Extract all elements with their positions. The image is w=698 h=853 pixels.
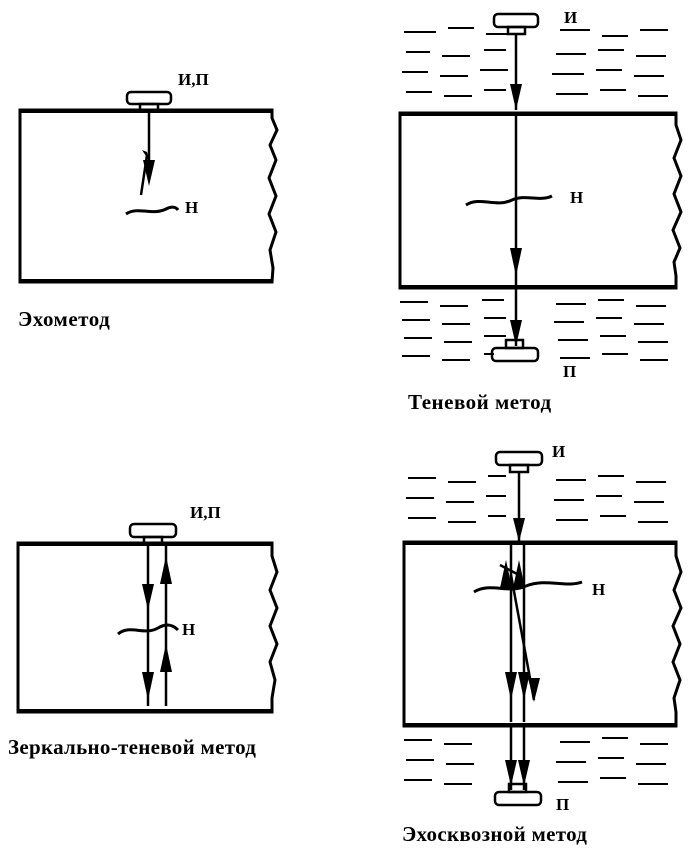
label-receiver-shadow: П [563, 362, 577, 381]
emitter-through [496, 452, 542, 472]
label-emitter-through: И [552, 442, 566, 461]
caption-shadow-method: Теневой метод [408, 390, 552, 414]
label-receiver-through: П [556, 795, 570, 814]
label-transducer-echo: И,П [178, 70, 209, 89]
defect-shadow [466, 196, 552, 205]
beam-arrowhead-3-shadow [510, 320, 522, 346]
water-hatching-bottom-through [404, 738, 668, 784]
specimen-block-shadow [400, 113, 681, 288]
panel-echo-through [404, 452, 681, 805]
caption-mirror-shadow-method: Зеркально-теневой метод [8, 735, 257, 759]
receiver-through [495, 784, 541, 805]
beam-arrowhead-1-shadow [510, 84, 522, 110]
label-defect-mirror: H [182, 620, 196, 639]
defect-through [474, 582, 582, 592]
emitter-shadow [494, 14, 538, 34]
beam-arrowhead-up-2-mirror [160, 644, 172, 672]
beam-arrowhead-down-2-mirror [142, 672, 154, 700]
transducer-echo [127, 92, 171, 111]
panel-mirror-shadow [18, 524, 277, 712]
defect-echo [126, 207, 178, 214]
caption-echo-through-method: Эхосквозной метод [402, 822, 588, 846]
beam-arrowhead-up-1-mirror [160, 556, 172, 584]
label-emitter-shadow: И [564, 8, 578, 27]
beam-arrowhead-exit-1-through [505, 760, 517, 786]
label-transducer-mirror: И,П [190, 503, 221, 522]
label-defect-through: H [592, 580, 606, 599]
beam-arrowhead-down-1-mirror [142, 584, 154, 610]
beam-arrowhead-down-a-through [505, 672, 517, 700]
beam-arrowhead-exit-2-through [518, 760, 530, 786]
water-hatching-top-shadow [402, 28, 668, 96]
water-hatching-top-through [406, 476, 668, 522]
panel-echo [20, 92, 277, 282]
transducer-mirror [130, 524, 176, 544]
label-defect-echo: H [185, 198, 199, 217]
label-defect-shadow: H [570, 188, 584, 207]
beam-arrowhead-2-shadow [510, 248, 522, 276]
caption-echo-method: Эхометод [18, 307, 111, 331]
panel-shadow [400, 14, 681, 361]
specimen-block-through [404, 542, 681, 726]
beam-arrowhead-incident-through [513, 518, 525, 542]
beam-arrowhead-down-c-through [528, 678, 540, 702]
beam-arrowhead-down-b-through [518, 672, 530, 700]
water-hatching-bottom-shadow [400, 300, 668, 360]
